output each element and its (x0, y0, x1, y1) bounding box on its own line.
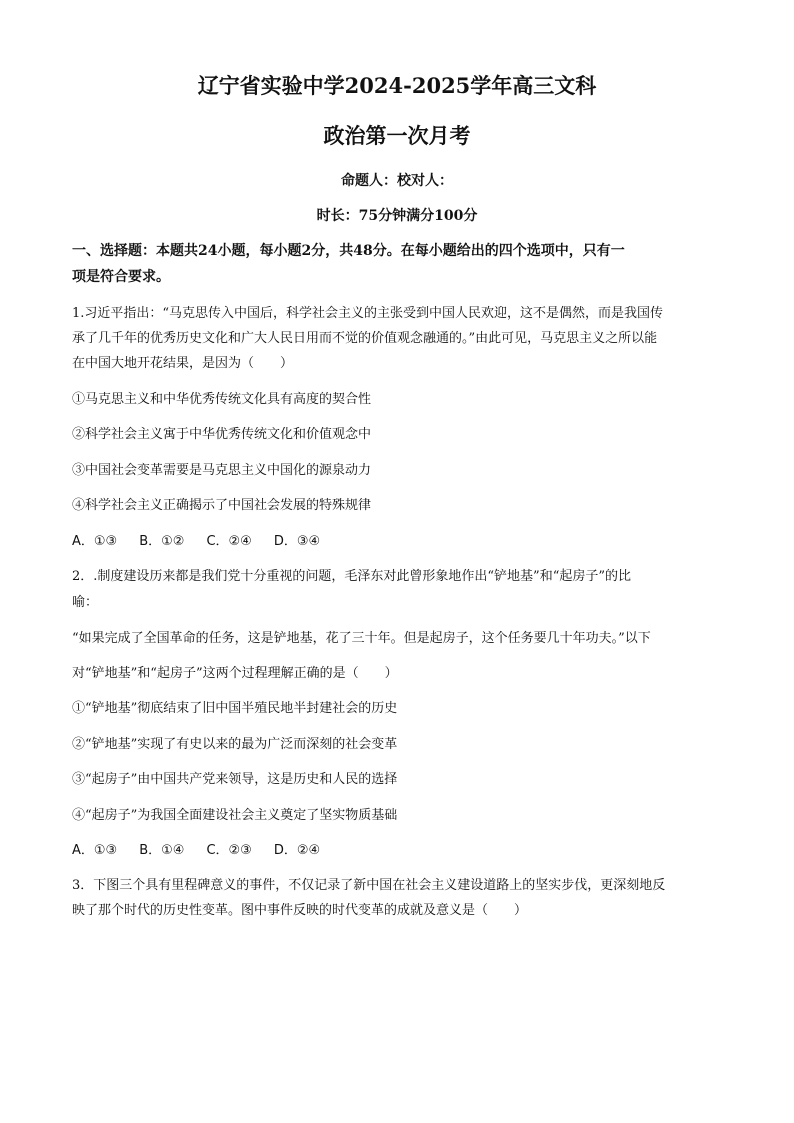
q1-option: ①马克思主义和中华优秀传统文化具有高度的契合性 (72, 392, 372, 407)
q1-option: ④科学社会主义正确揭示了中国社会发展的特殊规律 (72, 498, 372, 513)
q1-stem: 在中国大地开花结果，是因为（ ） (72, 356, 294, 371)
q2-stem: “如果完成了全国革命的任务，这是铲地基，花了三十年。但是起房子，这个任务要几十年功夫。”以下 (72, 631, 651, 646)
q3-stem: 3．下图三个具有里程碑意义的事件，不仅记录了新中国在社会主义建设道路上的坚实步伐，更深刻地反 (72, 878, 666, 893)
q1-answer-a: A．①③ (72, 534, 118, 549)
q2-stem: 2．.制度建设历来都是我们党十分重视的问题，毛泽东对此曾形象地作出“铲地基”和“起房子”的比 (72, 569, 631, 584)
q2-option: ①“铲地基”彻底结束了旧中国半殖民地半封建社会的历史 (72, 701, 398, 716)
exam-subtitle: 政治第一次月考 (323, 123, 471, 148)
exam-authors: 命题人：校对人： (341, 173, 453, 189)
q2-stem: 喻： (72, 595, 99, 610)
q2-answers (72, 839, 722, 858)
q1-option: ③中国社会变革需要是马克思主义中国化的源泉动力 (72, 463, 372, 478)
q2-answer-a: A．①③ (72, 843, 118, 858)
section-heading: 一、选择题：本题共24小题，每小题2分，共48分。在每小题给出的四个选项中，只有一 (72, 243, 625, 259)
q2-stem: 对“铲地基”和“起房子”这两个过程理解正确的是（ ） (72, 666, 398, 681)
q1-answer-d: D．③④ (273, 534, 321, 549)
q1-stem: 承了几千年的优秀历史文化和广大人民日用而不觉的价值观念融通的。”由此可见，马克思主义之所以能 (72, 331, 658, 346)
q2-option: ③“起房子”由中国共产党来领导，这是历史和人民的选择 (72, 772, 398, 787)
q2-answer-b: B．①④ (139, 843, 185, 858)
q2-option: ②“铲地基”实现了有史以来的最为广泛而深刻的社会变革 (72, 737, 398, 752)
q1-answer-b: B．①② (139, 534, 185, 549)
q1-option: ②科学社会主义寓于中华优秀传统文化和价值观念中 (72, 427, 372, 442)
q2-answer-d: D．②④ (273, 843, 321, 858)
q3-stem: 映了那个时代的历史性变革。图中事件反映的时代变革的成就及意义是（ ） (72, 903, 528, 918)
q2-option: ④“起房子”为我国全面建设社会主义奠定了坚实物质基础 (72, 808, 398, 823)
exam-title: 辽宁省实验中学2024-2025学年高三文科 (197, 73, 597, 98)
q2-answer-c: C．②③ (206, 843, 252, 858)
section-heading-cont: 项是符合要求。 (72, 269, 170, 285)
q1-stem: 1.习近平指出：“马克思传入中国后，科学社会主义的主张受到中国人民欢迎，这不是偶然，而是我国传 (72, 306, 664, 321)
q1-answers (72, 530, 722, 549)
q1-answer-c: C．②④ (206, 534, 252, 549)
exam-duration: 时长：75分钟满分100分 (316, 208, 478, 224)
